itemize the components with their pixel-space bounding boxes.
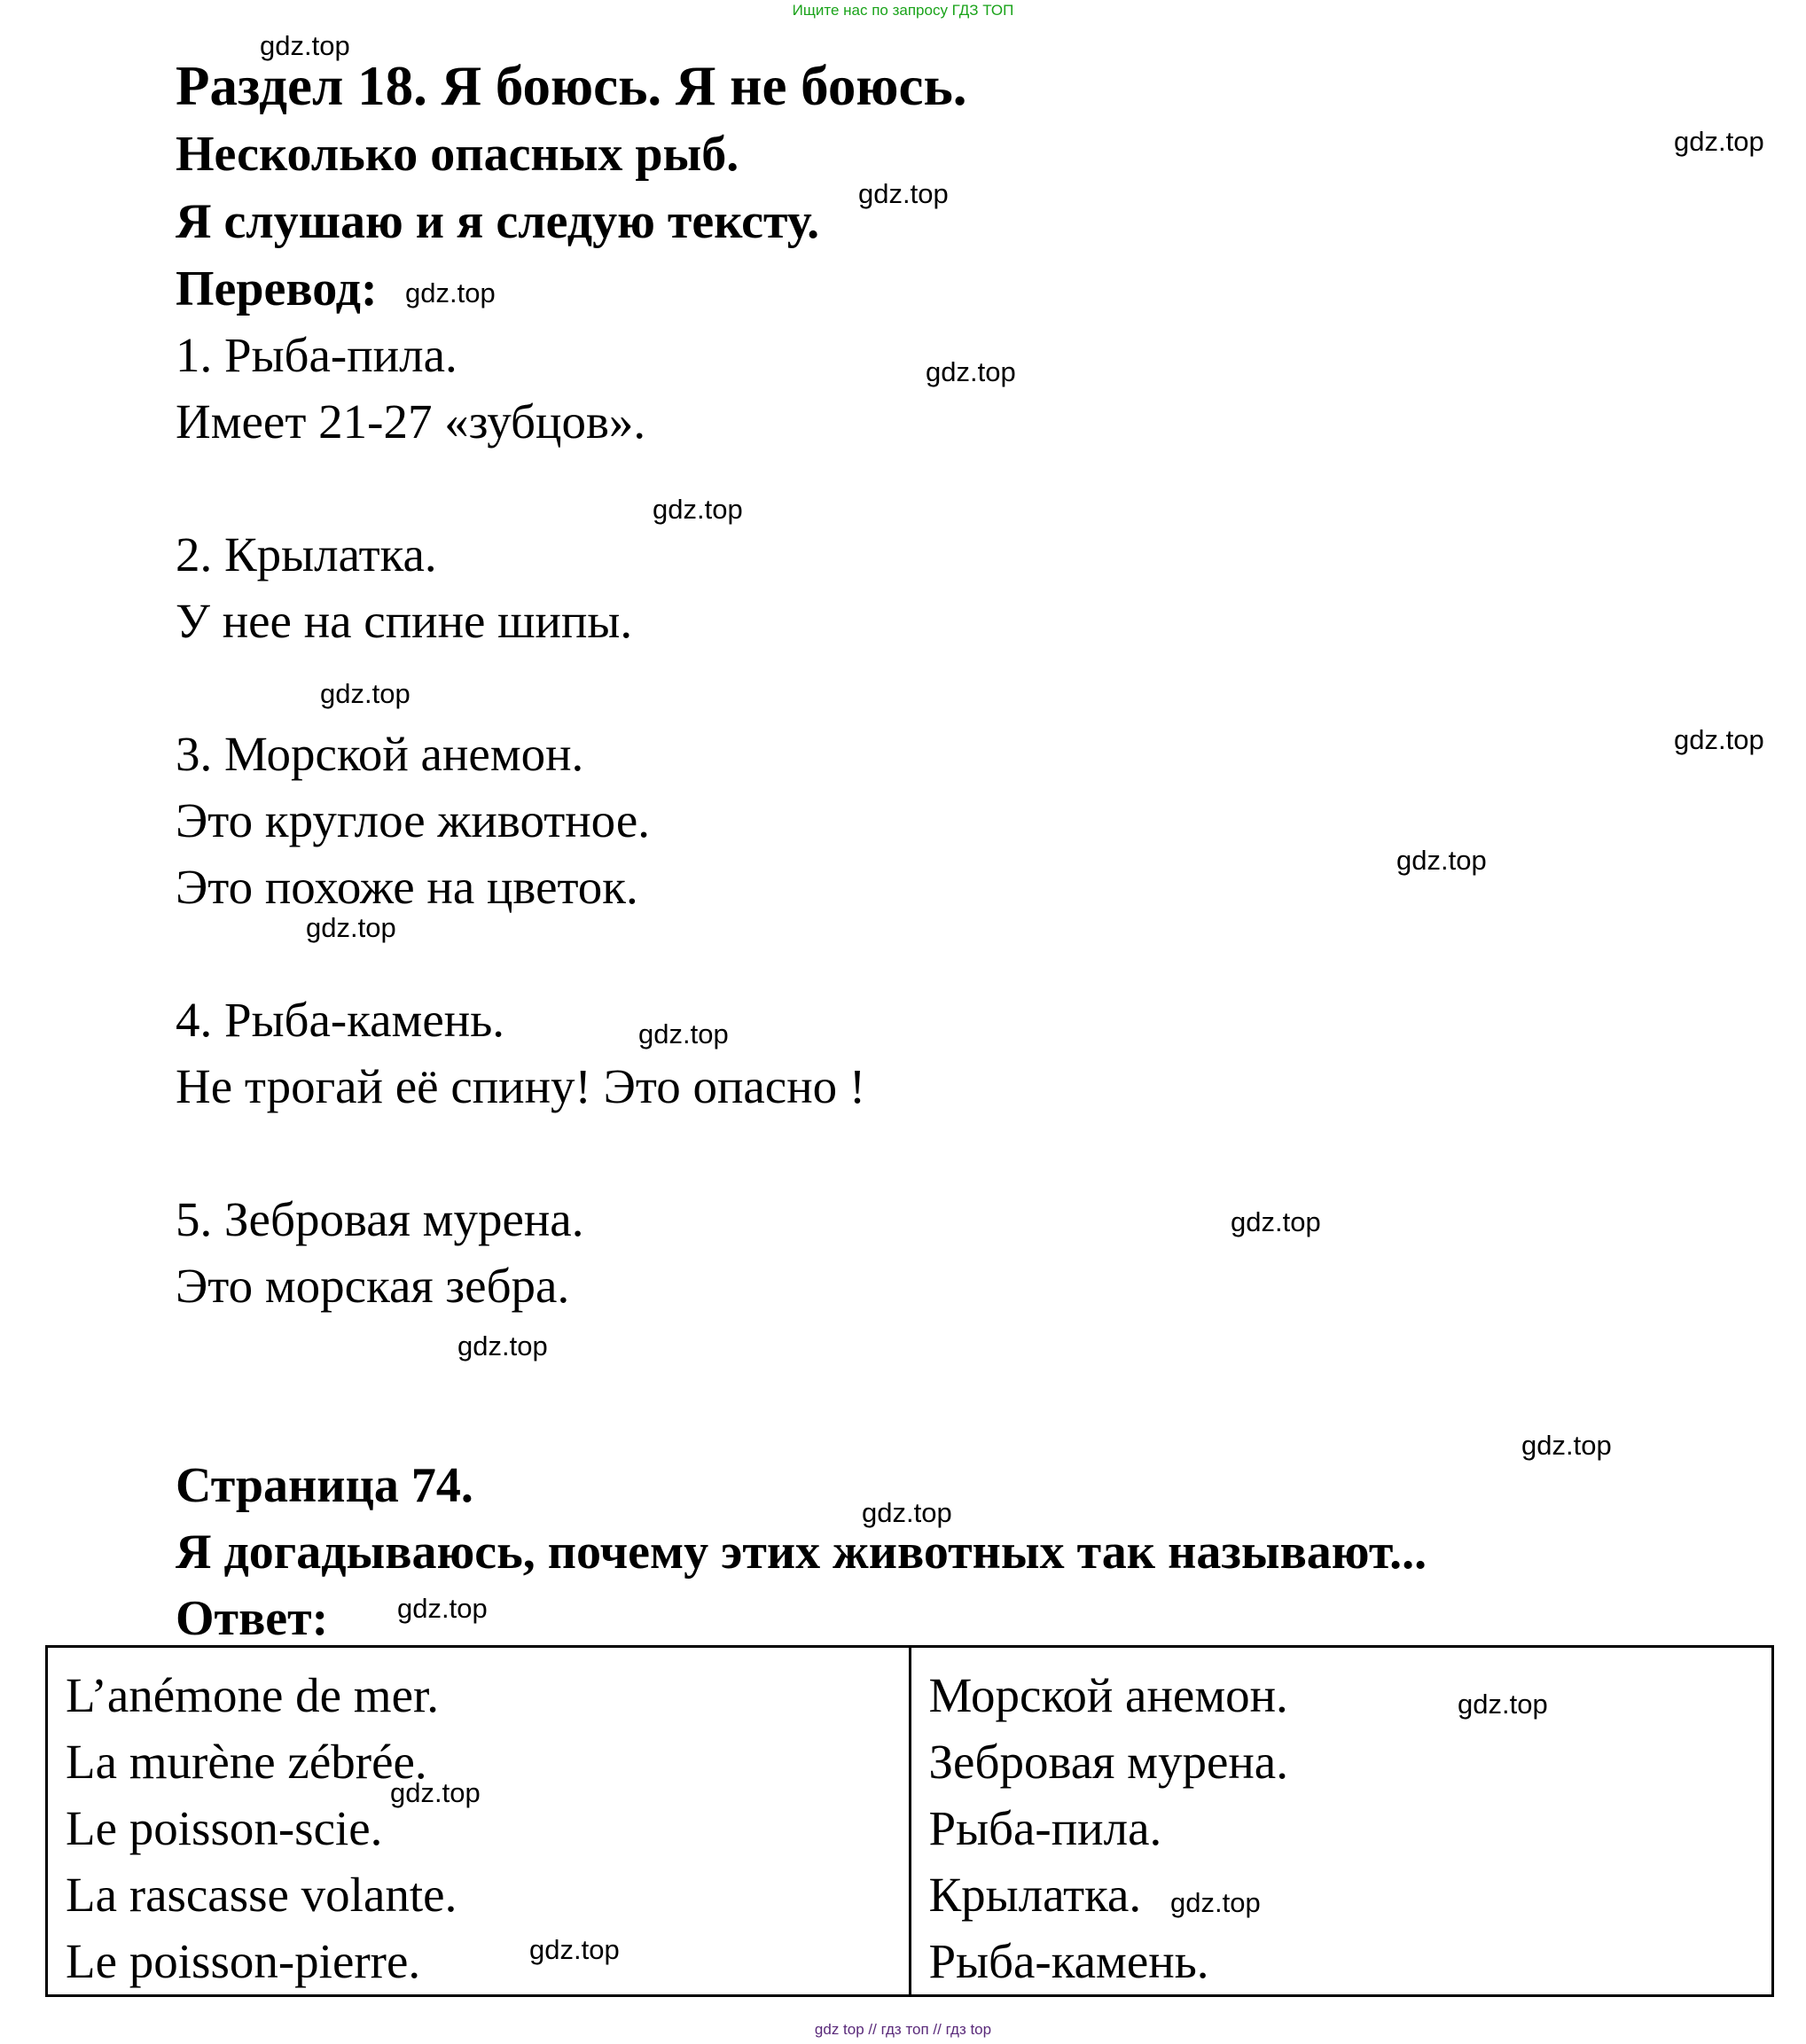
watermark: gdz.top	[1458, 1689, 1548, 1720]
item-2-title: 2. Крылатка.	[176, 527, 437, 581]
watermark: gdz.top	[1674, 724, 1764, 755]
item-2-line: У нее на спине шипы.	[176, 594, 633, 648]
russian-cell: Рыба-пила.	[928, 1801, 1162, 1855]
item-1-title: 1. Рыба-пила.	[176, 328, 457, 382]
item-3-line-2: Это похоже на цветок.	[176, 860, 638, 914]
item-4-title: 4. Рыба-камень.	[176, 993, 505, 1047]
french-cell: La rascasse volante.	[66, 1868, 457, 1922]
watermark: gdz.top	[390, 1777, 481, 1808]
item-5-line: Это морская зебра.	[176, 1259, 570, 1313]
translation-label: Перевод:	[176, 261, 378, 316]
search-banner[interactable]: Ищите нас по запросу ГДЗ ТОП	[792, 2, 1014, 19]
watermark: gdz.top	[320, 678, 410, 709]
watermark: gdz.top	[1674, 126, 1764, 157]
footer-links[interactable]: gdz top // гдз топ // гдз top	[814, 2021, 992, 2038]
french-cell: La murène zébrée.	[66, 1735, 427, 1789]
watermark: gdz.top	[397, 1593, 488, 1624]
russian-column	[910, 1647, 1773, 1996]
french-cell: Le poisson-scie.	[66, 1801, 383, 1855]
watermark: gdz.top	[858, 178, 949, 209]
task-heading: Я слушаю и я следую тексту.	[176, 194, 820, 249]
section-subtitle: Несколько опасных рыб.	[176, 127, 739, 182]
item-4-line: Не трогай её спину! Это опасно !	[176, 1059, 866, 1113]
russian-cell: Морской анемон.	[928, 1668, 1288, 1722]
answer-label: Ответ:	[176, 1591, 329, 1646]
russian-cell: Рыба-камень.	[928, 1934, 1209, 1988]
task2-heading: Я догадываюсь, почему этих животных так называют...	[176, 1525, 1427, 1580]
section-title: Раздел 18. Я боюсь. Я не боюсь.	[176, 55, 967, 117]
watermark: gdz.top	[306, 912, 396, 943]
watermark: gdz.top	[1231, 1206, 1321, 1237]
french-cell: L’anémone de mer.	[66, 1668, 440, 1722]
item-3-title: 3. Морской анемон.	[176, 727, 584, 781]
watermark: gdz.top	[653, 494, 743, 525]
watermark: gdz.top	[260, 30, 350, 61]
watermark: gdz.top	[1396, 845, 1487, 876]
french-cell: Le poisson-pierre.	[66, 1934, 421, 1988]
watermark: gdz.top	[862, 1497, 952, 1528]
russian-cell: Зебровая мурена.	[928, 1735, 1288, 1789]
french-column	[47, 1647, 911, 1996]
russian-cell: Крылатка.	[928, 1868, 1142, 1922]
watermark: gdz.top	[457, 1330, 548, 1361]
item-3-line-1: Это круглое животное.	[176, 793, 651, 847]
watermark: gdz.top	[529, 1934, 620, 1965]
watermark: gdz.top	[638, 1018, 729, 1049]
watermark: gdz.top	[1521, 1430, 1612, 1461]
item-1-line: Имеет 21-27 «зубцов».	[176, 394, 646, 449]
item-5-title: 5. Зебровая мурена.	[176, 1192, 584, 1246]
watermark: gdz.top	[926, 356, 1016, 387]
watermark: gdz.top	[405, 277, 496, 308]
watermark: gdz.top	[1170, 1887, 1261, 1918]
page-label: Страница 74.	[176, 1458, 473, 1513]
